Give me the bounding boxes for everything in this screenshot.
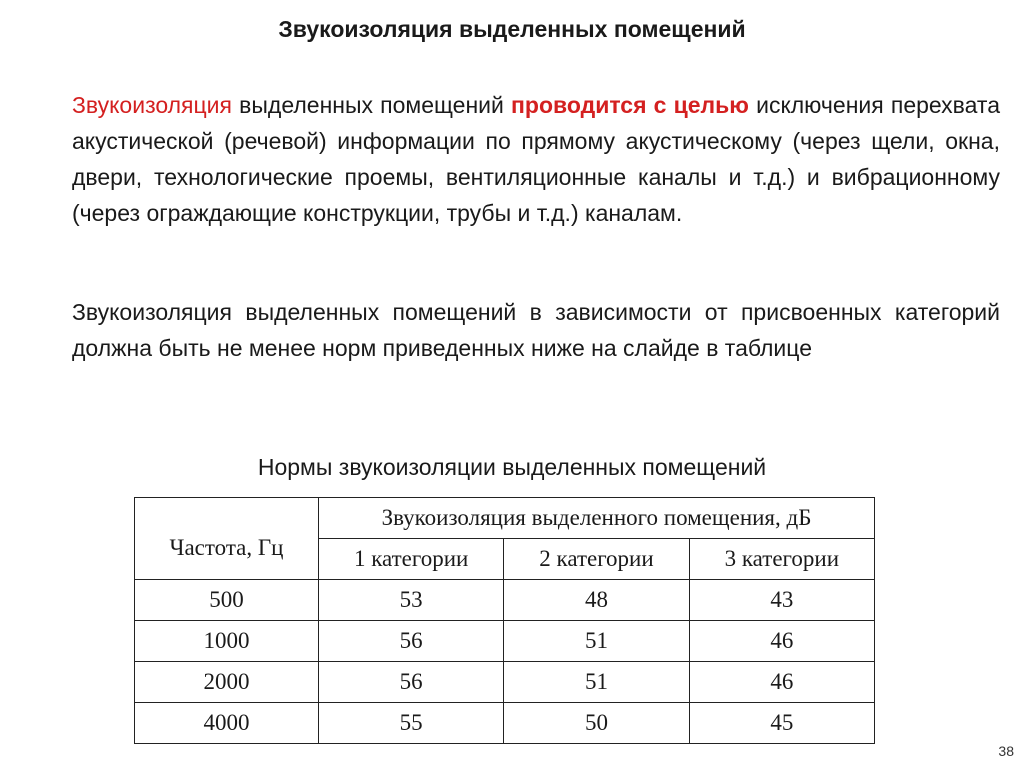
paragraph-purpose (72, 87, 1000, 231)
category-header-3: 3 категории (689, 539, 874, 580)
insulation-group-header: Звукоизоляция выделенного помещения, дБ (319, 498, 875, 539)
table-row (135, 621, 875, 662)
category-header-1: 1 категории (319, 539, 504, 580)
value-cell: 45 (689, 703, 874, 744)
table-header-row (135, 498, 875, 539)
value-cell: 53 (319, 580, 504, 621)
table-caption: Нормы звукоизоляции выделенных помещений (257, 454, 767, 480)
slide-title: Звукоизоляция выделенных помещений (278, 16, 746, 42)
frequency-cell: 4000 (135, 703, 319, 744)
value-cell: 46 (689, 662, 874, 703)
value-cell: 56 (319, 662, 504, 703)
category-header-2: 2 категории (504, 539, 689, 580)
value-cell: 48 (504, 580, 689, 621)
value-cell: 51 (504, 662, 689, 703)
value-cell: 43 (689, 580, 874, 621)
value-cell: 56 (319, 621, 504, 662)
paragraph-lead-term: Звукоизоляция (72, 92, 232, 118)
frequency-header: Частота, Гц (135, 498, 319, 580)
value-cell: 50 (504, 703, 689, 744)
value-cell: 51 (504, 621, 689, 662)
paragraph-requirements: Звукоизоляция выделенных помещений в зависимости от присвоенных категорий должна быть не менее норм приведенных ниже на слайде в таблице (72, 299, 1000, 361)
value-cell: 46 (689, 621, 874, 662)
page-number: 38 (998, 743, 1014, 759)
norms-table (134, 497, 875, 744)
table-row (135, 580, 875, 621)
frequency-cell: 1000 (135, 621, 319, 662)
table-row (135, 662, 875, 703)
frequency-cell: 500 (135, 580, 319, 621)
frequency-cell: 2000 (135, 662, 319, 703)
paragraph-emphasis: проводится с целью (511, 92, 749, 118)
value-cell: 55 (319, 703, 504, 744)
paragraph-mid-text: выделенных помещений (232, 92, 512, 118)
paragraph-rest-text: исключения перехвата акустической (речевой) информации по прямому акустическому (через щели, окна, двери, технологические проемы, вентиляционные каналы и т.д.) и вибрационному (через ограждающие конструкции, трубы и т.д.) каналам. (72, 92, 1000, 226)
table-row (135, 703, 875, 744)
